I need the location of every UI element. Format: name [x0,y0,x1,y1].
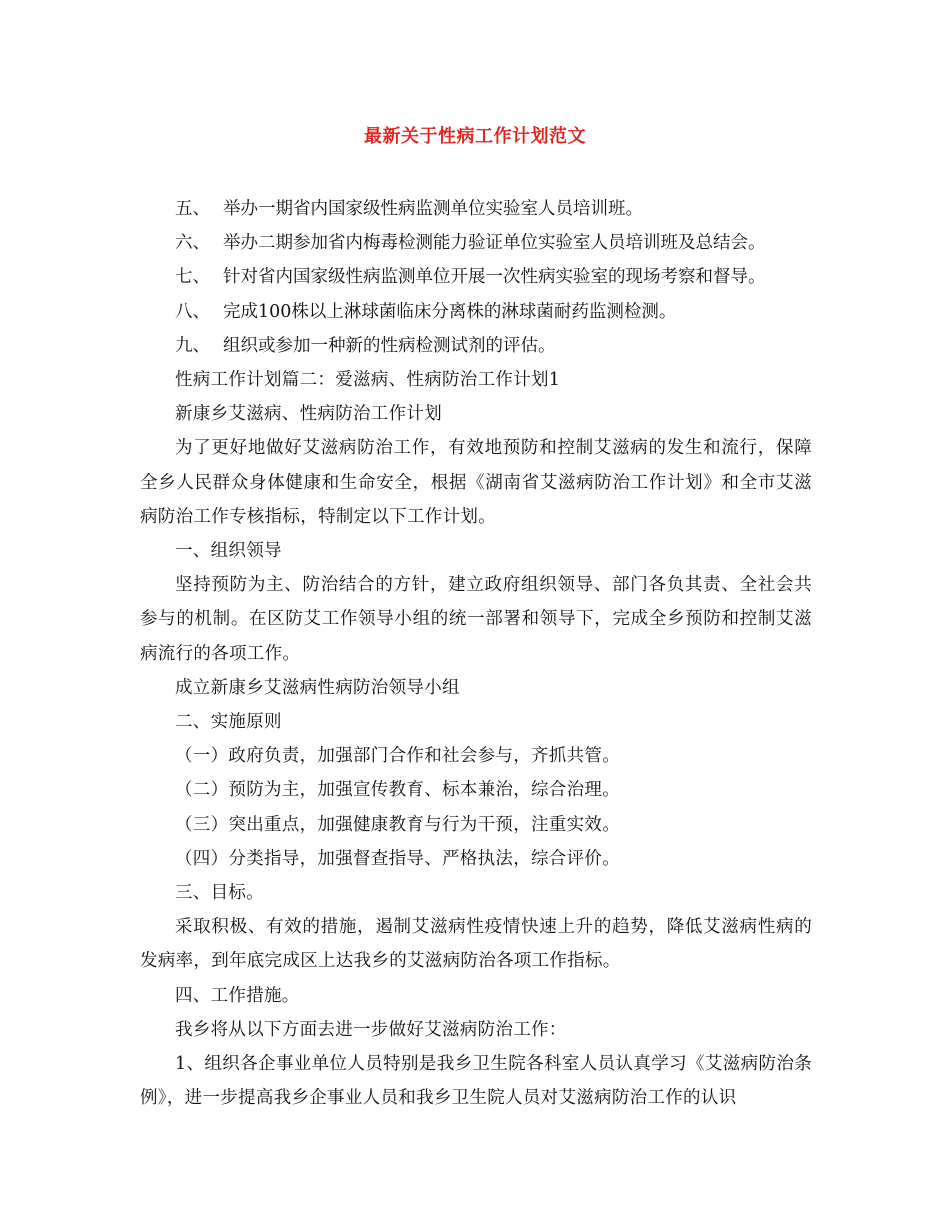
principle-item: （四）分类指导，加强督查指导、严格执法，综合评价。 [175,848,620,869]
list-item-text: 针对省内国家级性病监测单位开展一次性病实验室的现场考察和督导。 [223,267,766,288]
intro-paragraph: 为了更好地做好艾滋病防治工作，有效地预防和控制艾滋病的发生和流行，保障全乡人民群众身体健康和生命安全，根据《湖南省艾滋病防治工作计划》和全市艾滋病防治工作专核指标，特制定以下工作计划。 [140,438,812,527]
goals-paragraph: 采取积极、有效的措施，遏制艾滋病性疫情快速上升的趋势，降低艾滋病性病的发病率，到年底完成区上达我乡的艾滋病防治各项工作指标。 [140,917,812,972]
list-item [140,295,812,329]
list-item [140,192,812,226]
measures-intro: 我乡将从以下方面去进一步做好艾滋病防治工作： [175,1019,567,1040]
measure-item: 1、组织各企事业单位人员特别是我乡卫生院各科室人员认真学习《艾滋病防治条例》，进一步提高我乡企事业人员和我乡卫生院人员对艾滋病防治工作的认识 [140,1054,812,1109]
list-item-number: 五、 [175,199,210,219]
leadership-group-line: 成立新康乡艾滋病性病防治领导小组 [175,677,460,698]
list-item-number: 六、 [175,233,210,254]
document-title: 最新关于性病工作计划范文 [364,126,586,147]
list-item [140,329,812,363]
organization-paragraph: 坚持预防为主、防治结合的方针，建立政府组织领导、部门各负其责、全社会共参与的机制。在区防艾工作领导小组的统一部署和领导下，完成全乡预防和控制艾滋病流行的各项工作。 [140,575,812,664]
principle-item: （二）预防为主，加强宣传教育、标本兼治，综合治理。 [175,780,620,801]
section-heading: 性病工作计划篇二：爱滋病、性病防治工作计划1 [175,370,561,391]
list-item [140,260,812,294]
document-body [140,192,812,1115]
list-item-number: 七、 [175,267,210,288]
list-item-number: 九、 [175,335,210,356]
plan-title: 新康乡艾滋病、性病防治工作计划 [175,404,442,425]
heading-principles: 二、实施原则 [175,712,282,733]
list-item-number: 八、 [175,301,210,322]
principle-item: （三）突出重点，加强健康教育与行为干预，注重实效。 [175,814,620,835]
heading-organization: 一、组织领导 [175,541,282,562]
list-item-text: 举办二期参加省内梅毒检测能力验证单位实验室人员培训班及总结会。 [223,233,766,254]
list-item [140,226,812,260]
list-item-text: 完成100株以上淋球菌临床分离株的淋球菌耐药监测检测。 [223,301,677,322]
list-item-text: 组织或参加一种新的性病检测试剂的评估。 [223,335,556,356]
heading-measures: 四、工作措施。 [175,985,300,1006]
principle-item: （一）政府负责，加强部门合作和社会参与，齐抓共管。 [175,746,620,767]
heading-goals: 三、目标。 [175,883,264,904]
list-item-text: 举办一期省内国家级性病监测单位实验室人员培训班。 [223,199,643,219]
